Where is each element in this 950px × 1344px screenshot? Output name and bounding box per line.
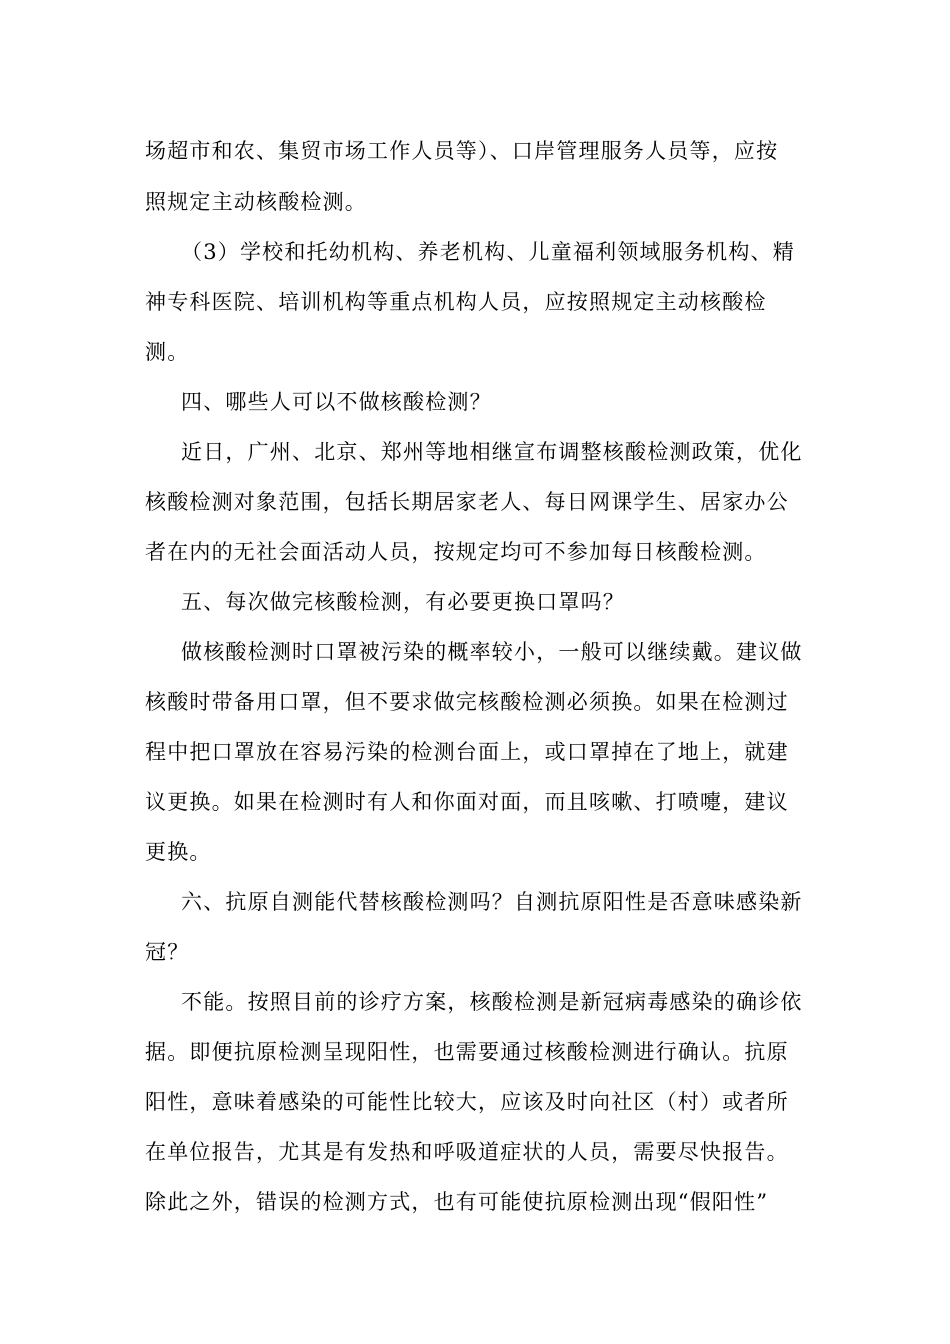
paragraph-line: 近日，广州、北京、郑州等地相继宣布调整核酸检测政策，优化 — [181, 440, 803, 464]
paragraph-line: 核酸时带备用口罩，但不要求做完核酸检测必须换。如果在检测过 — [145, 690, 789, 714]
paragraph-line: 阳性，意味着感染的可能性比较大，应该及时向社区（村）或者所 — [145, 1090, 789, 1114]
paragraph-line: 在单位报告，尤其是有发热和呼吸道症状的人员，需要尽快报告。 — [145, 1140, 789, 1164]
section-heading-5: 五、每次做完核酸检测，有必要更换口罩吗？ — [181, 590, 625, 614]
paragraph-line: 议更换。如果在检测时有人和你面对面，而且咳嗽、打喷嚏，建议 — [145, 790, 789, 814]
paragraph-line: 程中把口罩放在容易污染的检测台面上，或口罩掉在了地上，就建 — [145, 740, 789, 764]
body-text-line: 场超市和农、集贸市场工作人员等）、口岸管理服务人员等，应按 — [145, 139, 779, 163]
paragraph-line: 者在内的无社会面活动人员，按规定均可不参加每日核酸检测。 — [145, 540, 767, 564]
section-heading-4: 四、哪些人可以不做核酸检测？ — [181, 390, 492, 414]
list-item-3-line: （3）学校和托幼机构、养老机构、儿童福利领域服务机构、精 — [181, 240, 795, 264]
body-text-line: 照规定主动核酸检测。 — [145, 190, 367, 214]
section-heading-6: 六、抗原自测能代替核酸检测吗？自测抗原阳性是否意味感染新 — [181, 890, 803, 914]
list-item-3-line: 测。 — [145, 340, 190, 364]
paragraph-line: 不能。按照目前的诊疗方案，核酸检测是新冠病毒感染的确诊依 — [181, 990, 803, 1014]
section-heading-6: 冠？ — [145, 940, 190, 964]
paragraph-line: 除此之外，错误的检测方式，也有可能使抗原检测出现“假阳性” — [145, 1190, 769, 1214]
list-item-3-line: 神专科医院、培训机构等重点机构人员，应按照规定主动核酸检 — [145, 290, 767, 314]
paragraph-line: 核酸检测对象范围，包括长期居家老人、每日网课学生、居家办公 — [145, 490, 789, 514]
paragraph-line: 做核酸检测时口罩被污染的概率较小，一般可以继续戴。建议做 — [181, 640, 803, 664]
paragraph-line: 据。即便抗原检测呈现阳性，也需要通过核酸检测进行确认。抗原 — [145, 1040, 789, 1064]
paragraph-line: 更换。 — [145, 840, 212, 864]
